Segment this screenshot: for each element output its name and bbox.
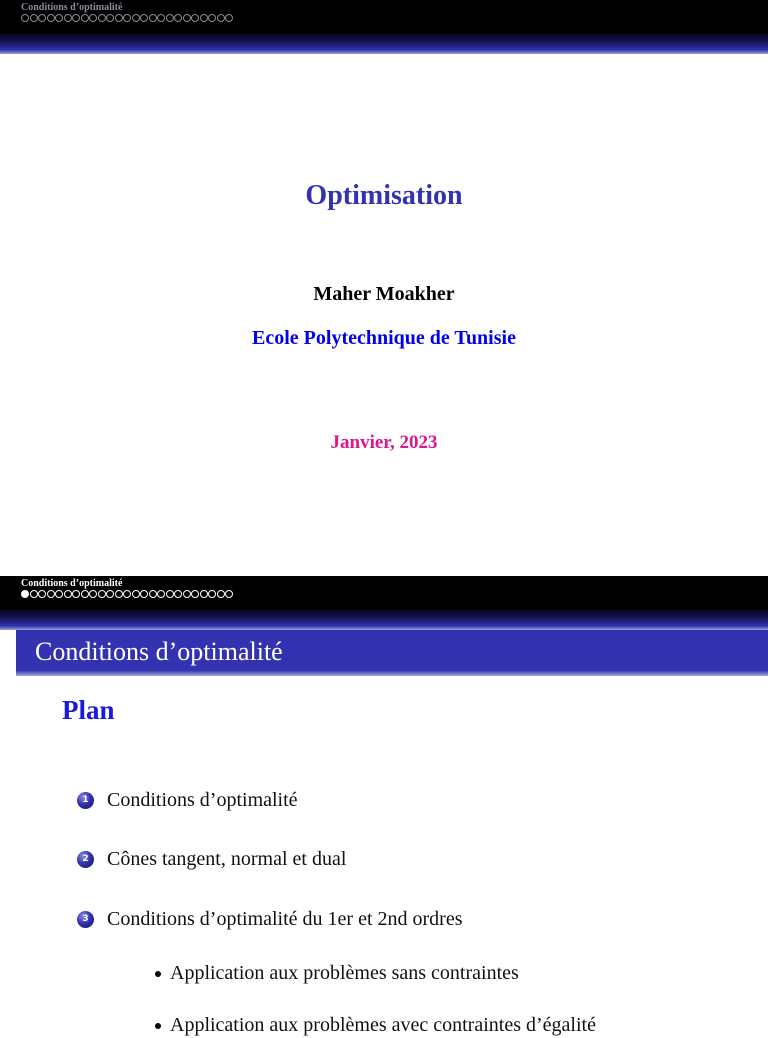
plan-item	[77, 906, 463, 932]
nav-dot[interactable]	[183, 590, 191, 598]
nav-dot[interactable]	[64, 590, 72, 598]
nav-dot[interactable]	[208, 590, 216, 598]
plan-subitem	[155, 1012, 596, 1038]
section-name[interactable]: Conditions d’optimalité	[21, 578, 123, 589]
plan-slide	[0, 576, 768, 1036]
nav-dot[interactable]	[191, 14, 199, 22]
nav-dot[interactable]	[38, 590, 46, 598]
presentation-date: Janvier, 2023	[330, 432, 438, 453]
nav-dot[interactable]	[64, 14, 72, 22]
nav-dot[interactable]	[89, 14, 97, 22]
plan-subitem-text: Application aux problèmes sans contraintes	[170, 961, 519, 984]
nav-dot[interactable]	[140, 14, 148, 22]
nav-dot[interactable]	[21, 590, 29, 598]
plan-subitem-text: Application aux problèmes avec contraintes d’égalité	[170, 1013, 596, 1036]
nav-dot[interactable]	[21, 14, 29, 22]
nav-dot[interactable]	[55, 590, 63, 598]
plan-item	[77, 846, 346, 872]
nav-dot[interactable]	[132, 14, 140, 22]
nav-dot[interactable]	[225, 590, 233, 598]
nav-dot[interactable]	[47, 590, 55, 598]
frame-title-bar	[16, 630, 768, 676]
nav-dot[interactable]	[157, 590, 165, 598]
nav-dot[interactable]	[208, 14, 216, 22]
nav-dot[interactable]	[123, 590, 131, 598]
author-name: Maher Moakher	[313, 283, 455, 305]
institute-name: Ecole Polytechnique de Tunisie	[252, 327, 516, 349]
nav-dot[interactable]	[132, 590, 140, 598]
nav-dot[interactable]	[98, 590, 106, 598]
section-name[interactable]: Conditions d’optimalité	[21, 2, 123, 13]
nav-dot[interactable]	[174, 590, 182, 598]
nav-dot[interactable]	[140, 590, 148, 598]
nav-dot[interactable]	[106, 590, 114, 598]
headline-bar	[0, 576, 768, 610]
plan-item-text: Cônes tangent, normal et dual	[107, 847, 347, 870]
nav-dot[interactable]	[47, 14, 55, 22]
nav-dot[interactable]	[149, 590, 157, 598]
header-gradient-bar	[0, 610, 768, 630]
nav-dot[interactable]	[98, 14, 106, 22]
plan-item-text: Conditions d’optimalité du 1er et 2nd ordres	[107, 907, 463, 930]
presentation-title: Optimisation	[305, 180, 463, 211]
nav-dot[interactable]	[217, 590, 225, 598]
plan-item	[77, 787, 298, 813]
nav-dot[interactable]	[55, 14, 63, 22]
nav-dot[interactable]	[115, 590, 123, 598]
nav-dot[interactable]	[200, 590, 208, 598]
nav-dot[interactable]	[30, 14, 38, 22]
nav-dot[interactable]	[123, 14, 131, 22]
nav-dot[interactable]	[174, 14, 182, 22]
enumeration-ball-icon: 1	[77, 792, 94, 809]
headline-bar	[0, 0, 768, 34]
frame-title: Conditions d’optimalité	[35, 637, 283, 666]
nav-dot[interactable]	[81, 590, 89, 598]
nav-dot[interactable]	[166, 14, 174, 22]
nav-dots[interactable]	[21, 589, 233, 599]
header-gradient-bar	[0, 34, 768, 54]
nav-dot[interactable]	[149, 14, 157, 22]
nav-dot[interactable]	[200, 14, 208, 22]
nav-dot[interactable]	[225, 14, 233, 22]
nav-dot[interactable]	[157, 14, 165, 22]
plan-item-text: Conditions d’optimalité	[107, 788, 298, 811]
nav-dot[interactable]	[81, 14, 89, 22]
nav-dot[interactable]	[115, 14, 123, 22]
nav-dot[interactable]	[38, 14, 46, 22]
nav-dot[interactable]	[191, 590, 199, 598]
nav-dot[interactable]	[217, 14, 225, 22]
enumeration-ball-icon: 2	[77, 851, 94, 868]
nav-dot[interactable]	[72, 590, 80, 598]
plan-heading: Plan	[62, 695, 115, 725]
plan-subitem	[155, 960, 519, 986]
enumeration-ball-icon: 3	[77, 911, 94, 928]
nav-dot[interactable]	[183, 14, 191, 22]
bullet-icon	[155, 971, 161, 977]
nav-dot[interactable]	[89, 590, 97, 598]
nav-dot[interactable]	[106, 14, 114, 22]
nav-dot[interactable]	[72, 14, 80, 22]
nav-dot[interactable]	[30, 590, 38, 598]
nav-dot[interactable]	[166, 590, 174, 598]
bullet-icon	[155, 1023, 161, 1029]
nav-dots[interactable]	[21, 13, 233, 23]
